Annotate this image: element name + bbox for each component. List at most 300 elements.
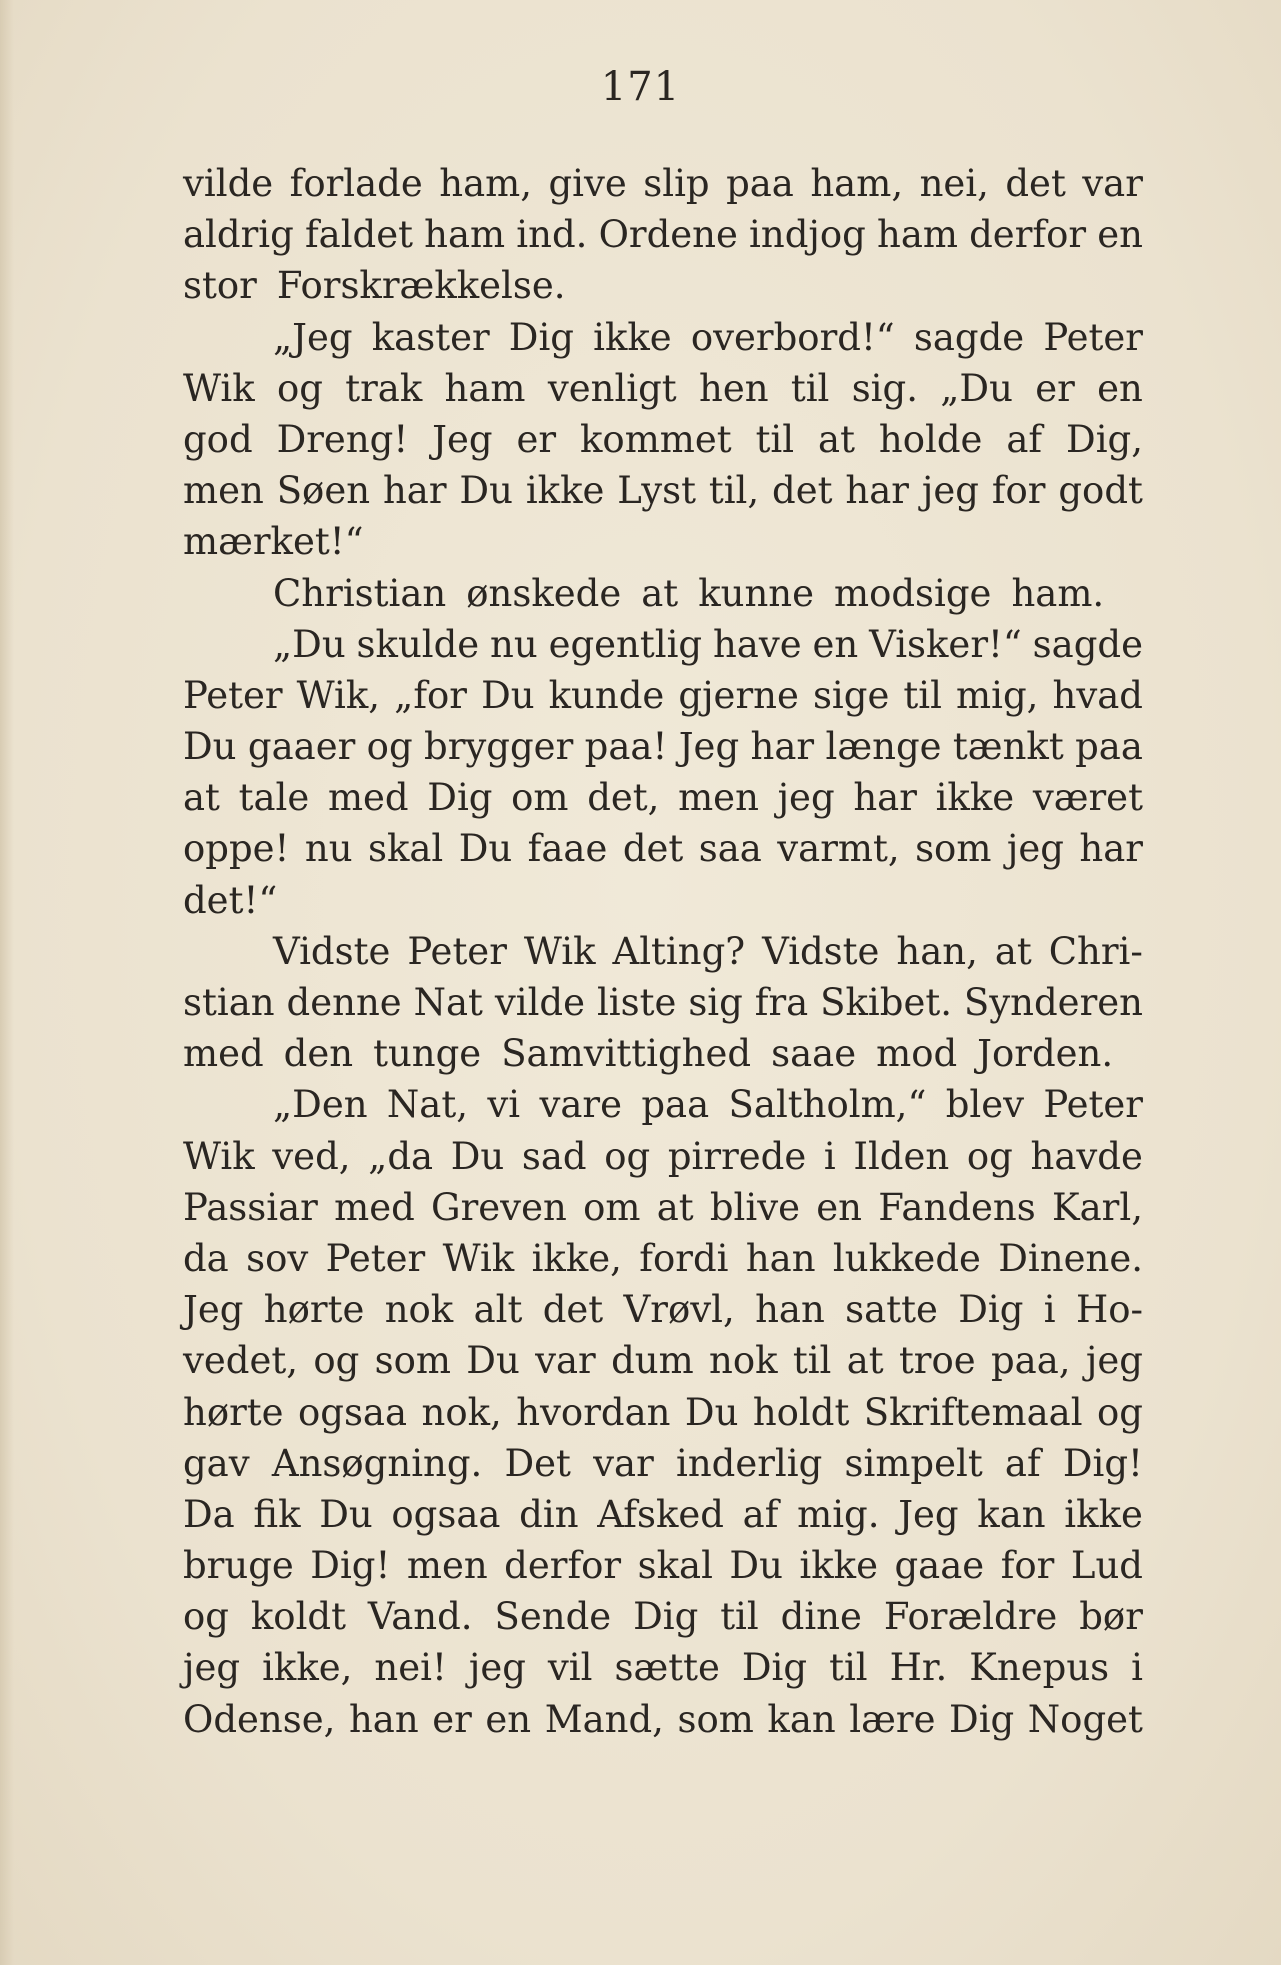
word: været <box>1032 776 1143 820</box>
text-line <box>183 1131 1143 1182</box>
word: Nat, <box>386 1083 468 1127</box>
text-line <box>183 260 1143 311</box>
word: som <box>677 1697 754 1741</box>
word: lukkede <box>832 1236 981 1280</box>
word: modsige <box>834 571 992 615</box>
word: mod <box>876 1032 958 1076</box>
word: Alting? <box>612 929 746 973</box>
word: Forskrækkelse. <box>276 264 566 308</box>
word: det <box>1005 162 1066 205</box>
word: han <box>745 1236 816 1280</box>
word: „da <box>368 1134 434 1178</box>
word: Saltholm,“ <box>728 1083 927 1127</box>
word: med <box>183 1032 264 1076</box>
text-line <box>183 1182 1143 1233</box>
word: aldrig <box>183 213 294 257</box>
word: hørte <box>263 1288 365 1332</box>
word: kaster <box>371 315 490 359</box>
word: kommet <box>580 417 732 461</box>
word: Du <box>458 827 513 871</box>
word: Dig! <box>1062 1441 1143 1485</box>
word: Fandens <box>878 1185 1036 1229</box>
word: har <box>382 469 447 513</box>
word: Skibet. <box>820 981 952 1024</box>
word: Du <box>466 1339 520 1383</box>
word: Afsked <box>597 1492 724 1536</box>
word: og <box>366 725 413 769</box>
word: fra <box>754 981 809 1024</box>
word: Visker!“ <box>869 622 1022 666</box>
word: Wik <box>183 366 255 410</box>
word: paa <box>726 162 794 205</box>
word: troe <box>898 1339 976 1383</box>
word: ikke, <box>531 1236 622 1280</box>
text-line <box>183 1079 1143 1130</box>
word: Ilden <box>853 1134 950 1178</box>
text-line <box>183 977 1143 1028</box>
word: overbord!“ <box>690 315 895 359</box>
word: godt <box>1058 469 1143 513</box>
word: skal <box>637 1544 713 1588</box>
text-line <box>183 1335 1143 1386</box>
word: ind. <box>516 213 588 257</box>
word: derfor <box>969 213 1087 257</box>
word: alt <box>473 1288 523 1332</box>
word: Jeg <box>678 725 740 769</box>
word: og <box>183 1595 229 1639</box>
word: nok <box>708 1339 778 1383</box>
word: din <box>519 1492 579 1536</box>
word: af <box>742 1492 779 1536</box>
word: at <box>846 1339 884 1383</box>
word: „Du <box>940 366 1013 410</box>
word: sagde <box>1032 622 1143 666</box>
word: i <box>1131 1646 1143 1690</box>
word: havde <box>1030 1134 1143 1178</box>
word: nok, <box>421 1390 502 1434</box>
word: jeg <box>1006 827 1064 871</box>
word: Lud <box>1070 1544 1143 1588</box>
word: mærket!“ <box>183 520 364 564</box>
word: en <box>812 622 859 666</box>
word: stian <box>183 981 275 1024</box>
word: satte <box>845 1288 938 1332</box>
word: med <box>334 1185 415 1229</box>
word: gjerne <box>678 673 799 717</box>
word: ønskede <box>466 571 622 615</box>
word: liste <box>596 981 677 1024</box>
word: nu <box>490 622 538 666</box>
word: men <box>678 776 759 820</box>
word: ham, <box>439 162 532 205</box>
text-line <box>183 568 1143 619</box>
word: Wik <box>183 1134 255 1178</box>
word: Du <box>729 1544 783 1588</box>
word: er <box>516 417 557 461</box>
word: at <box>183 776 220 820</box>
word: Du <box>684 1390 739 1434</box>
word: jeg <box>183 1646 241 1690</box>
word: sig. <box>851 366 918 410</box>
body-text <box>183 158 1143 1745</box>
word: om <box>511 776 569 820</box>
text-line <box>183 1694 1143 1745</box>
page-edge <box>0 0 14 1965</box>
word: brygger <box>424 725 574 769</box>
word: blev <box>945 1083 1025 1127</box>
word: til <box>790 366 830 410</box>
word: jeg <box>777 776 835 820</box>
word: god <box>183 417 253 461</box>
word: hvad <box>1052 673 1143 717</box>
word: Samvittighed <box>501 1032 752 1076</box>
word: holdt <box>752 1390 850 1434</box>
word: nei! <box>374 1646 447 1690</box>
word: vi <box>487 1083 521 1127</box>
word: ham <box>424 213 506 257</box>
word: ham <box>876 213 958 257</box>
word: ved, <box>272 1134 351 1178</box>
text-line <box>183 363 1143 414</box>
text-line <box>183 1438 1143 1489</box>
text-line <box>183 465 1143 516</box>
word: var <box>535 1339 596 1383</box>
word: blive <box>709 1185 801 1229</box>
word: oppe! <box>183 827 290 871</box>
word: fik <box>253 1492 301 1536</box>
word: derfor <box>504 1544 622 1588</box>
word: sige <box>812 673 890 717</box>
word: Da <box>183 1492 235 1536</box>
text-line <box>183 619 1143 670</box>
word: lære <box>849 1697 936 1741</box>
word: har <box>750 725 815 769</box>
word: og <box>604 1134 651 1178</box>
word: Wik <box>442 1236 515 1280</box>
word: nei, <box>919 162 989 205</box>
text-line <box>183 721 1143 772</box>
word: faldet <box>304 213 413 257</box>
word: Dig <box>427 776 493 820</box>
word: har <box>1079 827 1143 871</box>
word: vilde <box>183 162 274 205</box>
word: simpelt <box>844 1441 983 1485</box>
word: for <box>1000 1544 1055 1588</box>
word: og <box>276 366 323 410</box>
word: var <box>593 1441 654 1485</box>
word: Jeg <box>898 1492 959 1536</box>
word: Lyst <box>617 469 696 513</box>
word: skulde <box>356 622 480 666</box>
word: mig, <box>956 673 1039 717</box>
text-line <box>183 158 1143 209</box>
text-line <box>183 516 1143 567</box>
word: til <box>792 1339 832 1383</box>
text-line <box>183 1489 1143 1540</box>
text-line <box>183 1284 1143 1335</box>
word: slip <box>643 162 710 205</box>
word: en <box>1097 213 1143 257</box>
word: inderlig <box>676 1441 823 1485</box>
text-line <box>183 1387 1143 1438</box>
word: vilde <box>494 981 586 1024</box>
word: vedet, <box>183 1339 299 1383</box>
word: nok <box>384 1288 454 1332</box>
word: længe <box>825 725 942 769</box>
word: koldt <box>250 1595 346 1639</box>
word: Du <box>481 673 535 717</box>
word: Wik <box>523 929 596 973</box>
word: Dreng! <box>276 417 409 461</box>
text-line <box>183 1540 1143 1591</box>
word: Vand. <box>367 1595 473 1639</box>
word: til <box>720 1595 759 1639</box>
word: en <box>816 1185 863 1229</box>
word: ikke <box>799 1544 878 1588</box>
word: til <box>755 417 795 461</box>
word: at <box>641 571 679 615</box>
word: Passiar <box>183 1185 318 1229</box>
word: at <box>994 929 1032 973</box>
word: han <box>755 1288 825 1332</box>
word: vare <box>539 1083 623 1127</box>
word: Peter <box>1043 315 1143 359</box>
text-line <box>183 926 1143 977</box>
word: om <box>583 1185 641 1229</box>
text-line <box>183 209 1143 260</box>
word: Greven <box>431 1185 567 1229</box>
word: Christian <box>273 571 447 615</box>
word: han, <box>896 929 978 973</box>
word: tale <box>238 776 310 820</box>
word: „Du <box>273 622 346 666</box>
text-line <box>183 1591 1143 1642</box>
word: sad <box>521 1134 587 1178</box>
word: med <box>327 776 409 820</box>
word: Peter <box>407 929 507 973</box>
word: kunde <box>548 673 665 717</box>
word: Skriftemaal <box>863 1390 1083 1434</box>
text-line <box>183 312 1143 363</box>
word: paa <box>1075 725 1143 769</box>
word: det!“ <box>183 878 278 922</box>
word: sig <box>688 981 743 1024</box>
word: Ho- <box>1075 1288 1143 1332</box>
word: jeg <box>1085 1339 1143 1383</box>
word: trak <box>345 366 423 410</box>
word: gaae <box>894 1544 985 1588</box>
word: det, <box>587 776 660 820</box>
word: den <box>283 1032 354 1076</box>
word: ogsaa <box>391 1492 501 1536</box>
word: Dig <box>508 315 574 359</box>
word: denne <box>286 981 402 1024</box>
word: paa! <box>584 725 668 769</box>
word: skal <box>367 827 444 871</box>
word: Synderen <box>963 981 1143 1024</box>
text-line <box>183 1233 1143 1284</box>
word: Peter <box>325 1236 426 1280</box>
word: Jeg <box>432 417 493 461</box>
word: Forældre <box>883 1595 1058 1639</box>
word: til <box>903 673 942 717</box>
word: Karl, <box>1051 1185 1143 1229</box>
word: stor <box>183 264 257 308</box>
word: har <box>853 776 917 820</box>
word: ogsaa <box>297 1390 408 1434</box>
text-line <box>183 772 1143 823</box>
word: Ordene <box>598 213 738 257</box>
word: Mand, <box>544 1697 664 1741</box>
word: kunne <box>698 571 814 615</box>
word: Jorden. <box>977 1032 1114 1076</box>
word: saa <box>698 827 762 871</box>
word: fordi <box>639 1236 729 1280</box>
word: paa <box>641 1083 710 1127</box>
word: gav <box>183 1441 250 1485</box>
word: og <box>966 1134 1013 1178</box>
text-line <box>183 1028 1143 1079</box>
word: men <box>183 469 264 513</box>
word: „Den <box>273 1083 368 1127</box>
word: venligt <box>547 366 677 410</box>
word: Wik, <box>296 673 381 717</box>
word: af <box>1006 417 1043 461</box>
word: han <box>348 1697 419 1741</box>
word: Vidste <box>762 929 880 973</box>
text-line <box>183 823 1143 874</box>
word: kan <box>977 1492 1046 1536</box>
word: Du <box>183 725 237 769</box>
word: indjog <box>749 213 866 257</box>
word: for <box>991 469 1046 513</box>
word: faae <box>527 827 608 871</box>
word: Det <box>504 1441 571 1485</box>
word: varmt, <box>777 827 900 871</box>
word: var <box>1082 162 1143 205</box>
word: Knepus <box>969 1646 1110 1690</box>
word: egentlig <box>548 622 703 666</box>
word: Nat <box>413 981 483 1024</box>
word: at <box>818 417 855 461</box>
word: sætte <box>614 1646 720 1690</box>
word: hvordan <box>516 1390 671 1434</box>
word: „for <box>394 673 467 717</box>
word: nu <box>304 827 353 871</box>
word: ham <box>444 366 526 410</box>
word: bruge <box>183 1544 294 1588</box>
word: Dig <box>949 1697 1015 1741</box>
word: men <box>406 1544 488 1588</box>
word: da <box>183 1236 229 1280</box>
word: Chri- <box>1048 929 1143 973</box>
word: tunge <box>373 1032 482 1076</box>
word: Søen <box>276 469 371 513</box>
word: Dig <box>741 1646 808 1690</box>
word: som <box>915 827 992 871</box>
word: dum <box>611 1339 694 1383</box>
word: Peter <box>1043 1083 1143 1127</box>
word: til, <box>708 469 760 513</box>
word: Dig <box>633 1595 699 1639</box>
word: hen <box>698 366 769 410</box>
word: give <box>548 162 627 205</box>
word: det <box>542 1288 604 1332</box>
word: Noget <box>1027 1697 1143 1741</box>
word: Du <box>319 1492 373 1536</box>
word: har <box>845 469 909 513</box>
word: sagde <box>913 315 1025 359</box>
word: det <box>772 469 833 513</box>
word: Dinene. <box>998 1236 1143 1280</box>
text-line <box>183 414 1143 465</box>
word: Hr. <box>889 1646 948 1690</box>
word: have <box>712 622 802 666</box>
word: dine <box>780 1595 862 1639</box>
word: som <box>374 1339 451 1383</box>
text-line <box>183 875 1143 926</box>
word: det <box>622 827 684 871</box>
word: pirrede <box>667 1134 807 1178</box>
word: ikke, <box>262 1646 353 1690</box>
word: ham. <box>1011 571 1105 615</box>
word: er <box>432 1697 472 1741</box>
word: i <box>1043 1288 1056 1332</box>
word: en <box>1097 366 1143 410</box>
word: i <box>823 1134 836 1178</box>
word: til <box>829 1646 868 1690</box>
word: ikke <box>935 776 1015 820</box>
word: ham, <box>810 162 904 205</box>
word: hørte <box>183 1390 284 1434</box>
page-number: 171 <box>600 64 681 110</box>
word: Sende <box>494 1595 612 1639</box>
word: forlade <box>289 162 423 205</box>
word: af <box>1004 1441 1041 1485</box>
word: Vrøvl, <box>623 1288 735 1332</box>
word: kan <box>767 1697 836 1741</box>
word: jeg <box>921 469 979 513</box>
word: og <box>1096 1390 1143 1434</box>
word: bør <box>1079 1595 1143 1639</box>
word: sov <box>246 1236 309 1280</box>
word: Dig! <box>310 1544 391 1588</box>
word: Ansøgning. <box>271 1441 483 1485</box>
word: at <box>656 1185 694 1229</box>
word: Dig, <box>1066 417 1143 461</box>
word: Du <box>450 1134 505 1178</box>
word: ikke <box>593 315 672 359</box>
text-line <box>183 1642 1143 1693</box>
word: gaaer <box>247 725 356 769</box>
word: Du <box>459 469 513 513</box>
word: Peter <box>183 673 283 717</box>
word: og <box>313 1339 360 1383</box>
word: Dig <box>958 1288 1024 1332</box>
word: en <box>485 1697 532 1741</box>
word: mig. <box>797 1492 880 1536</box>
word: jeg <box>468 1646 526 1690</box>
word: ikke <box>1064 1492 1143 1536</box>
text-line <box>183 670 1143 721</box>
word: ikke <box>525 469 605 513</box>
word: vil <box>547 1646 593 1690</box>
word: er <box>1035 366 1075 410</box>
word: Vidste <box>273 929 391 973</box>
word: holde <box>878 417 983 461</box>
word: „Jeg <box>273 315 353 359</box>
word: tænkt <box>952 725 1064 769</box>
